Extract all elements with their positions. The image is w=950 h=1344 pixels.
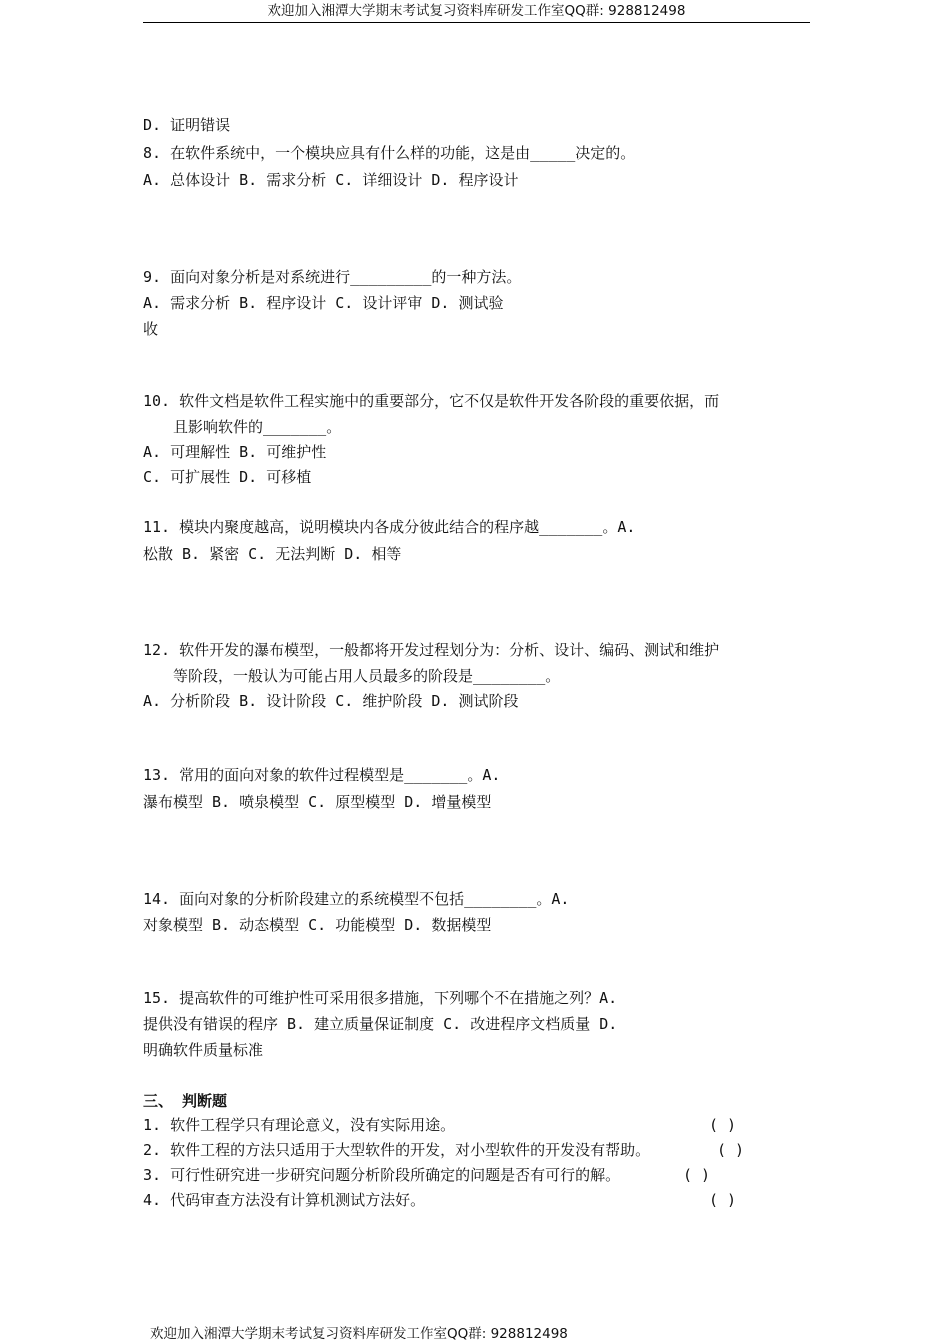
page-header: 欢迎加入湘潭大学期末考试复习资料库研发工作室QQ群: 928812498 [143, 2, 810, 23]
judgment-1-blank: ( ) [709, 1116, 737, 1134]
options-10-ab: A. 可理解性 B. 可维护性 [143, 443, 327, 461]
judgment-2: 2. 软件工程的方法只适用于大型软件的开发，对小型软件的开发没有帮助。 [143, 1141, 651, 1159]
question-12-cont: 等阶段，一般认为可能占用人员最多的阶段是________。 [173, 667, 561, 685]
question-14: 14. 面向对象的分析阶段建立的系统模型不包括________。A. [143, 890, 570, 908]
question-8: 8. 在软件系统中，一个模块应具有什么样的功能，这是由_____决定的。 [143, 144, 636, 162]
question-11: 11. 模块内聚度越高，说明模块内各成分彼此结合的程序越_______。A. [143, 518, 636, 536]
judgment-2-blank: ( ) [717, 1141, 745, 1159]
question-10-cont: 且影响软件的_______。 [173, 418, 342, 436]
options-9: A. 需求分析 B. 程序设计 C. 设计评审 D. 测试验 [143, 294, 504, 312]
section-title-judgment: 三、 判断题 [143, 1092, 228, 1110]
question-9: 9. 面向对象分析是对系统进行_________的一种方法。 [143, 268, 522, 286]
judgment-4: 4. 代码审查方法没有计算机测试方法好。 [143, 1191, 426, 1209]
judgment-1: 1. 软件工程学只有理论意义，没有实际用途。 [143, 1116, 456, 1134]
options-9-cont: 收 [143, 320, 159, 338]
options-15: 提供没有错误的程序 B. 建立质量保证制度 C. 改进程序文档质量 D. [143, 1015, 618, 1033]
question-10: 10. 软件文档是软件工程实施中的重要部分，它不仅是软件开发各阶段的重要依据，而 [143, 392, 720, 410]
question-12: 12. 软件开发的瀑布模型，一般都将开发过程划分为：分析、设计、编码、测试和维护 [143, 641, 720, 659]
judgment-4-blank: ( ) [709, 1191, 737, 1209]
options-15-cont: 明确软件质量标准 [143, 1041, 264, 1059]
page-footer: 欢迎加入湘潭大学期末考试复习资料库研发工作室QQ群: 928812498 [150, 1326, 568, 1342]
options-10-cd: C. 可扩展性 D. 可移植 [143, 468, 312, 486]
question-15: 15. 提高软件的可维护性可采用很多措施，下列哪个不在措施之列？A. [143, 989, 618, 1007]
question-13: 13. 常用的面向对象的软件过程模型是_______。A. [143, 766, 501, 784]
judgment-3-blank: ( ) [683, 1166, 711, 1184]
options-13: 瀑布模型 B. 喷泉模型 C. 原型模型 D. 增量模型 [143, 793, 492, 811]
option-line: D. 证明错误 [143, 116, 231, 134]
options-11: 松散 B. 紧密 C. 无法判断 D. 相等 [143, 545, 402, 563]
judgment-3: 3. 可行性研究进一步研究问题分析阶段所确定的问题是否有可行的解。 [143, 1166, 621, 1184]
options-8: A. 总体设计 B. 需求分析 C. 详细设计 D. 程序设计 [143, 171, 519, 189]
options-12: A. 分析阶段 B. 设计阶段 C. 维护阶段 D. 测试阶段 [143, 692, 519, 710]
options-14: 对象模型 B. 动态模型 C. 功能模型 D. 数据模型 [143, 916, 492, 934]
